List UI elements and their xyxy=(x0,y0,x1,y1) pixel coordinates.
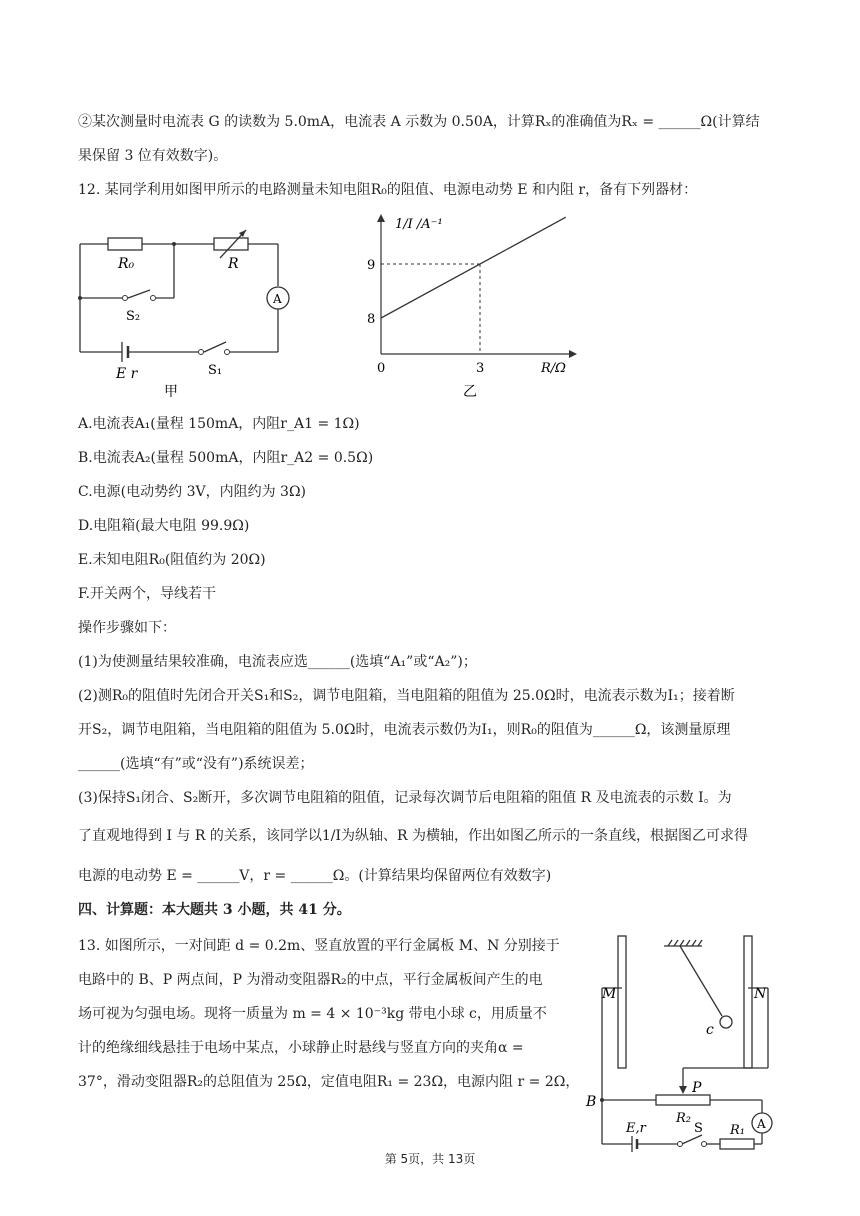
page-footer: 第 5页，共 13页 xyxy=(384,1152,476,1166)
label-P: P xyxy=(692,1080,702,1096)
question-13-line-1: 13. 如图所示，一对间距 d = 0.2m、竖直放置的平行金属板 M、N 分别接于 xyxy=(78,938,560,954)
label-R1: R₁ xyxy=(730,1123,745,1138)
question-13-line-3: 场可视为匀强电场。现将一质量为 m = 4 × 10⁻³kg 带电小球 c，用质量不 xyxy=(78,1006,547,1022)
graph-figure-yi xyxy=(345,210,585,400)
label-B: B xyxy=(586,1094,597,1110)
option-B: B.电流表A₂(量程 500mA，内阻r_A2 = 0.5Ω) xyxy=(78,450,374,466)
label-R: R xyxy=(228,256,239,272)
text-line-1: ②某次测量时电流表 G 的读数为 5.0mA，电流表 A 示数为 0.50A，计算Rₓ的准确值为Rₓ = ______Ω(计算结 xyxy=(78,114,760,130)
axis-y-label: 1/I /A⁻¹ xyxy=(395,217,443,232)
step-3-line-2: 了直观地得到 I 与 R 的关系，该同学以1/I为纵轴、R 为横轴，作出如图乙所示的一条直线，根据图乙可求得 xyxy=(78,828,749,844)
step-2-line-1: (2)测R₀的阻值时先闭合开关S₁和S₂，调节电阻箱，当电阻箱的阻值为 25.0Ω时，电流表示数为I₁；接着断 xyxy=(78,688,735,704)
option-F: F.开关两个，导线若干 xyxy=(78,586,216,602)
label-S: S xyxy=(694,1121,703,1136)
option-E: E.未知电阻R₀(阻值约为 20Ω) xyxy=(78,552,266,568)
question-13-figure xyxy=(582,928,782,1158)
option-A: A.电流表A₁(量程 150mA，内阻r_A1 = 1Ω) xyxy=(78,416,360,432)
text-line-2: 果保留 3 位有效数字)。 xyxy=(78,148,228,164)
circuit-figure-jia xyxy=(70,228,300,398)
step-2-line-2: 开S₂，调节电阻箱，当电阻箱的阻值为 5.0Ω时，电流表示数仍为I₁，则R₀的阻值为______Ω，该测量原理 xyxy=(78,722,731,738)
label-S2: S₂ xyxy=(126,309,141,324)
label-c: c xyxy=(706,1022,714,1038)
chart-series-line xyxy=(381,217,566,318)
tick-x-0: 0 xyxy=(377,361,386,376)
axis-x-label: R/Ω xyxy=(541,361,566,376)
label-Er: E,r xyxy=(626,1121,646,1136)
option-D: D.电阻箱(最大电阻 99.9Ω) xyxy=(78,518,250,534)
label-ammeter: A xyxy=(273,292,282,306)
section-heading-4: 四、计算题：本大题共 3 小题，共 41 分。 xyxy=(78,902,351,918)
caption-jia: 甲 xyxy=(164,384,178,398)
step-3-line-1: (3)保持S₁闭合、S₂断开，多次调节电阻箱的阻值，记录每次调节后电阻箱的阻值 R 及电流表的示数 I。为 xyxy=(78,790,732,806)
label-Er: E r xyxy=(116,366,138,382)
question-13-line-4: 计的绝缘细线悬挂于电场中某点，小球静止时悬线与竖直方向的夹角α = xyxy=(78,1040,524,1056)
label-N: N xyxy=(754,986,767,1002)
question-13-line-2: 电路中的 B、P 两点间，P 为滑动变阻器R₂的中点，平行金属板间产生的电 xyxy=(78,972,543,988)
label-R0: R₀ xyxy=(118,256,135,272)
tick-y-9: 9 xyxy=(367,258,376,273)
question-12-stem: 12. 某同学利用如图甲所示的电路测量未知电阻R₀的阻值、电源电动势 E 和内阻 r，备有下列器材： xyxy=(78,182,698,198)
steps-heading: 操作步骤如下： xyxy=(78,620,176,636)
caption-yi: 乙 xyxy=(463,384,477,400)
step-2-line-3: ______(选填“有”或“没有”)系统误差； xyxy=(78,756,314,772)
label-ammeter: A xyxy=(757,1117,766,1131)
step-1: (1)为使测量结果较准确，电流表应选______(选填“A₁”或“A₂”)； xyxy=(78,654,477,670)
question-13-line-5: 37°，滑动变阻器R₂的总阻值为 25Ω，定值电阻R₁ = 23Ω，电源内阻 r = 2Ω， xyxy=(78,1074,580,1090)
option-C: C.电源(电动势约 3V，内阻约为 3Ω) xyxy=(78,484,307,500)
label-S1: S₁ xyxy=(208,363,223,378)
tick-y-8: 8 xyxy=(367,312,376,327)
label-M: M xyxy=(602,986,617,1002)
step-3-line-3: 电源的电动势 E = ______V，r = ______Ω。(计算结果均保留两位有效数字) xyxy=(78,868,552,884)
label-R2: R₂ xyxy=(676,1111,691,1126)
tick-x-3: 3 xyxy=(476,361,485,376)
